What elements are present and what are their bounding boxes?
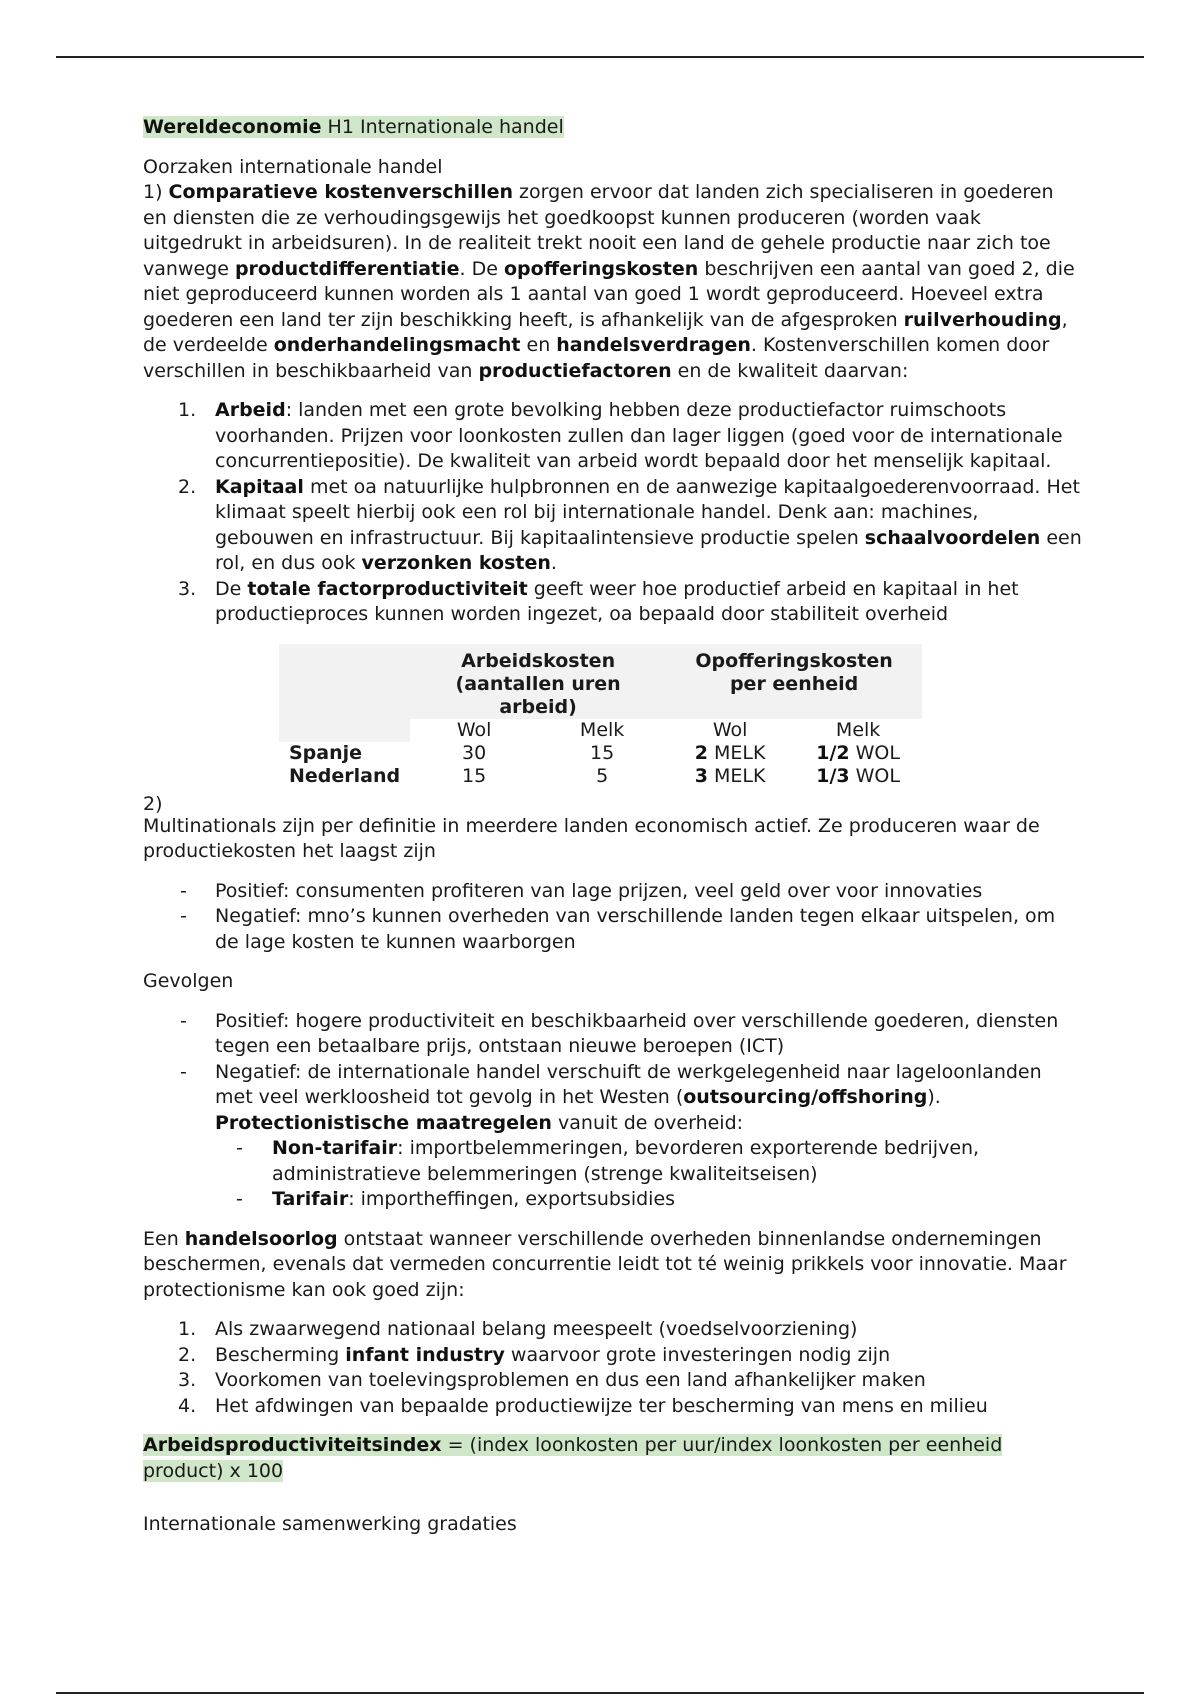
top-rule xyxy=(56,56,1144,58)
section-heading-causes: Oorzaken internationale handel xyxy=(143,155,443,178)
table-header-labor-costs: Arbeidskosten (aantallen uren arbeid) xyxy=(410,644,666,719)
bottom-rule xyxy=(56,1692,1144,1694)
table-country: Spanje xyxy=(289,741,363,764)
table-row xyxy=(279,742,922,765)
list-item: - Negatief: mno’s kunnen overheden van verschillende landen tegen elkaar uitspelen, om de lage kosten te kunnen waarborgen xyxy=(180,905,1056,953)
table-subheader: Melk xyxy=(538,719,666,742)
table-subheader: Melk xyxy=(794,719,922,742)
protectionism-list xyxy=(143,1317,1083,1419)
list-item: - Positief: consumenten profiteren van lage prijzen, veel geld over voor innovaties xyxy=(180,879,983,902)
table-cell: 2 MELK xyxy=(694,741,766,764)
factor-item-tfp: 3. De totale factorproductiviteit geeft weer hoe productief arbeid en kapitaal in het productieproces kunnen worden ingezet, oa bepaald door stabiliteit overheid xyxy=(178,577,1019,625)
sub-list-item: - Tarifair: importheffingen, exportsubsidies xyxy=(236,1188,676,1210)
table-header-opportunity-costs: Opofferingskosten per eenheid xyxy=(666,644,922,719)
list-item: 3. Voorkomen van toelevingsproblemen en dus een land afhankelijker maken xyxy=(178,1369,926,1391)
multinationals-list xyxy=(143,879,1083,956)
section-heading-gevolgen: Gevolgen xyxy=(143,970,234,992)
table-cell: 3 MELK xyxy=(694,764,766,787)
document-title: Wereldeconomie H1 Internationale handel xyxy=(143,116,564,138)
table-country: Nederland xyxy=(289,764,401,787)
sub-list-item: - Non-tarifair: importbelemmeringen, bevorderen exporterende bedrijven, administratieve belemmeringen (strenge kwaliteitseisen) xyxy=(236,1137,980,1185)
factor-item-arbeid: 1. Arbeid: landen met een grote bevolking hebben deze productiefactor ruimschoots voorhanden. Prijzen voor loonkosten zullen dan lager liggen (goed voor de internationale concurrentiepositie). De kwaliteit van arbeid wordt bepaald door het menselijk kapitaal. xyxy=(178,399,1063,472)
section-heading-samenwerking: Internationale samenwerking gradaties xyxy=(143,1513,517,1535)
table-cell: 5 xyxy=(596,764,609,787)
table-row xyxy=(279,765,922,788)
factor-item-kapitaal: 2. Kapitaal met oa natuurlijke hulpbronnen en de aanwezige kapitaalgoederenvoorraad. Het klimaat speelt hierbij ook een rol bij internationale handel. Denk aan: machines, gebouwen en infrastructuur. Bij kapitaalintensieve productie spelen schaalvoordelen een rol, en dus ook verzonken kosten. xyxy=(178,475,1082,574)
table-cell: 30 xyxy=(462,741,487,764)
multinationals-paragraph: Multinationals zijn per definitie in meerdere landen economisch actief. Ze produceren waar de productiekosten het laagst zijn xyxy=(143,814,1040,862)
causes-paragraph: 1) Comparatieve kostenverschillen zorgen ervoor dat landen zich specialiseren in goederen en diensten die ze verhoudingsgewijs het goedkoopst kunnen produceren (worden vaak uitgedrukt in arbeidsuren). In de realiteit trekt nooit een land de gehele productie naar zich toe vanwege productdifferentiatie. De opofferingskosten beschrijven een aantal van goed 2, die niet geproduceerd kunnen worden als 1 aantal van goed 1 wordt geproduceerd. Hoeveel extra goederen een land ter zijn beschikking heeft, is afhankelijk van de afgesproken ruilverhouding, de verdeelde onderhandelingsmacht en handelsverdragen. Kostenverschillen komen door verschillen in beschikbaarheid van productiefactoren en de kwaliteit daarvan: xyxy=(143,181,1075,382)
section-marker-2: 2) xyxy=(143,792,163,815)
table-subheader: Wol xyxy=(410,719,538,742)
handelsoorlog-paragraph: Een handelsoorlog ontstaat wanneer verschillende overheden binnenlandse ondernemingen beschermen, evenals dat vermeden concurrentie leidt tot té weinig prikkels voor innovatie. Maar protectionisme kan ook goed zijn: xyxy=(143,1227,1067,1301)
list-item: 2. Bescherming infant industry waarvoor grote investeringen nodig zijn xyxy=(178,1343,891,1366)
table-cell: 15 xyxy=(590,741,615,764)
list-item: 4. Het afdwingen van bepaalde productiewijze ter bescherming van mens en milieu xyxy=(178,1394,988,1417)
table-cell: 15 xyxy=(462,764,487,787)
list-item: - Negatief: de internationale handel verschuift de werkgelegenheid naar lageloonlanden met veel werkloosheid tot gevolg in het Westen (outsourcing/offshoring). Protectionistische maatregelen vanuit de overheid: xyxy=(180,1060,1042,1134)
formula-line: Arbeidsproductiviteitsindex = (index loonkosten per uur/index loonkosten per eenheid product) x 100 xyxy=(143,1434,1003,1482)
document-body xyxy=(143,115,1083,1538)
list-item: - Positief: hogere productiviteit en beschikbaarheid over verschillende goederen, diensten tegen een betaalbare prijs, ontstaan nieuwe beroepen (ICT) xyxy=(180,1009,1059,1057)
factor-list xyxy=(143,398,1083,628)
list-item: 1. Als zwaarwegend nationaal belang meespeelt (voedselvoorziening) xyxy=(178,1318,858,1340)
cost-comparison-table xyxy=(279,644,922,788)
table-cell: 1/3 WOL xyxy=(816,764,900,787)
table-corner xyxy=(279,644,410,719)
table-subheader: Wol xyxy=(666,719,794,742)
table-cell: 1/2 WOL xyxy=(816,741,900,764)
gevolgen-list xyxy=(143,1009,1083,1213)
cost-table-block xyxy=(143,644,1083,814)
